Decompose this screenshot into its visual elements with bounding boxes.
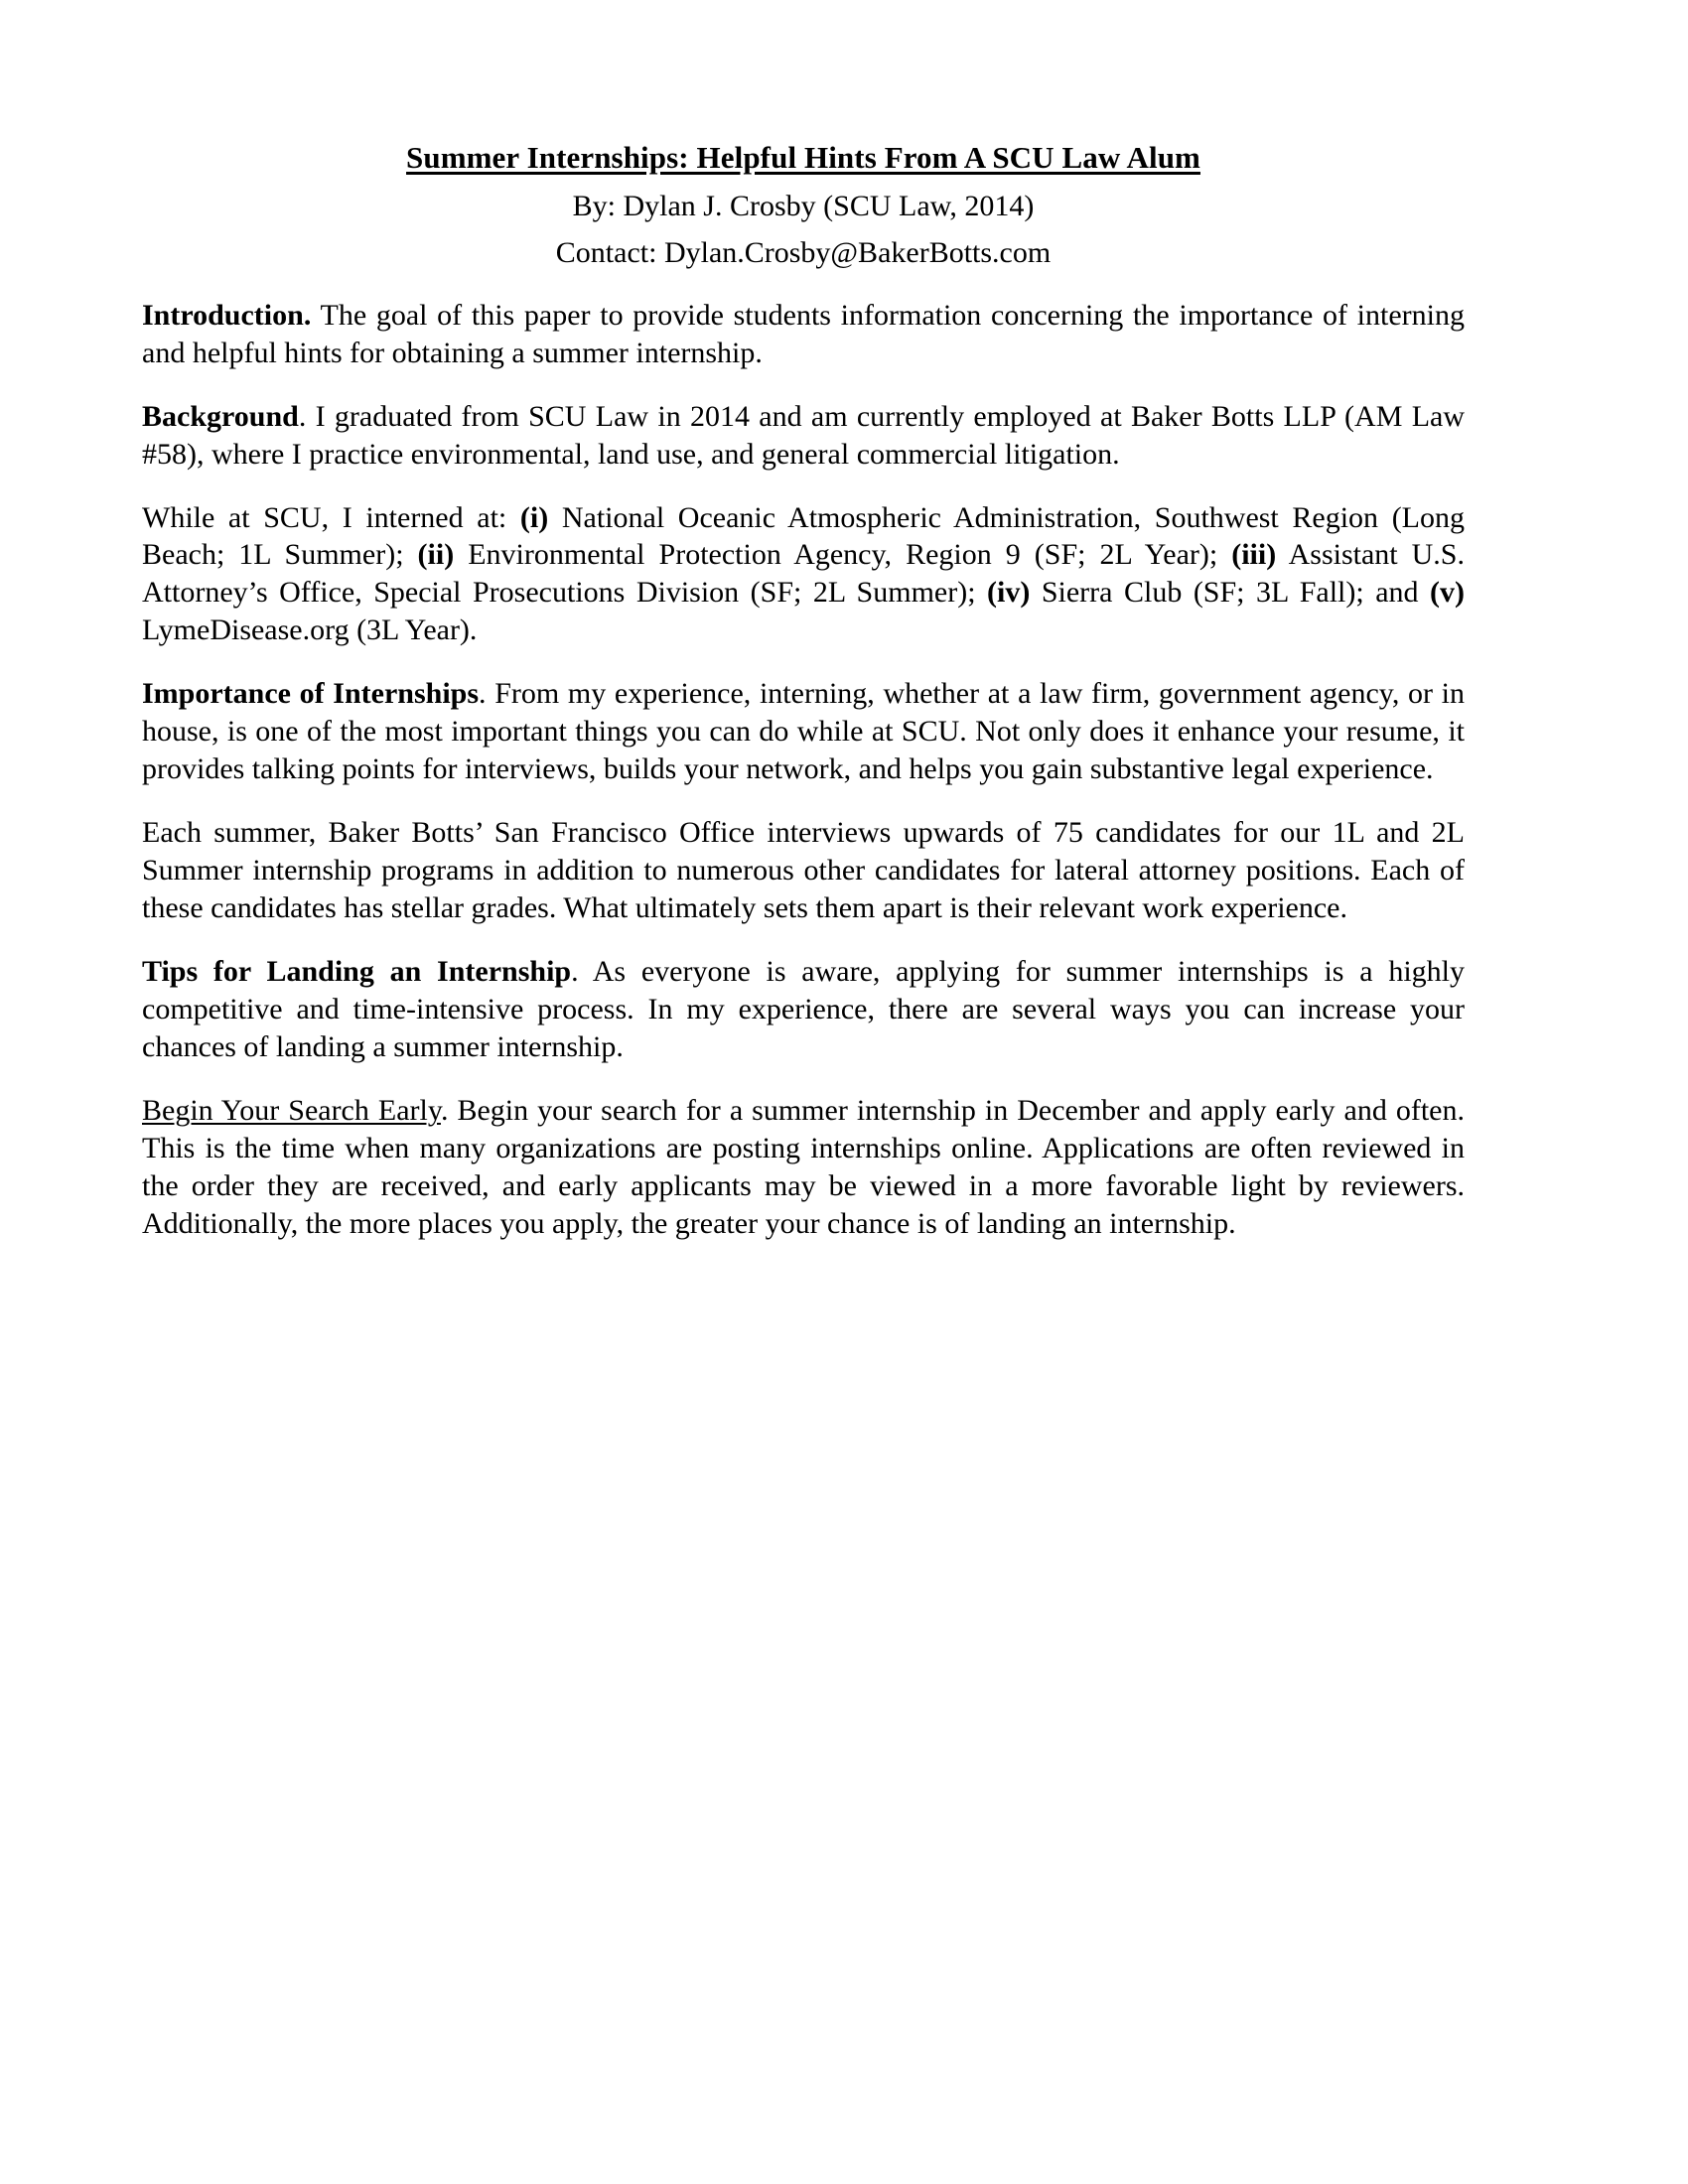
paragraph-begin-early-text: . Begin your search for a summer internship in December and apply early and often. This is the time when many organizations are posting internships online. Applications are often reviewed in the order they are received, and early applicants may be viewed in a more favorable light by reviewers. Additionally, the more places you apply, the greater your chance is of landing an internship. [142, 1093, 1465, 1240]
paragraph-background [142, 398, 1465, 474]
roman-marker-i: (i) [519, 500, 549, 534]
paragraph-begin-early [142, 1092, 1465, 1243]
page-title [142, 139, 1465, 178]
heading-tips-for-landing-an-internship: Tips for Landing an Internship [142, 954, 572, 988]
paragraph-internships-list [142, 499, 1465, 650]
paragraph-tips-text: . As everyone is aware, applying for summer internships is a highly competitive and time-intensive process. In my experience, there are several ways you can increase your chances of landing a summer internship. [142, 954, 1465, 1063]
heading-introduction: Introduction. [142, 298, 312, 332]
roman-marker-iv: (iv) [987, 576, 1031, 610]
internship-item-iii-text: Assistant U.S. Attorney’s Office, Special Prosecutions Division (SF; 2L Summer); [142, 538, 1465, 610]
paragraph-importance [142, 675, 1465, 788]
internship-item-iv-text: Sierra Club (SF; 3L Fall); and [1030, 576, 1431, 610]
internship-item-i-text: National Oceanic Atmospheric Administration, Southwest Region (Long Beach; 1L Summer); [142, 500, 1466, 572]
roman-marker-v: (v) [1430, 576, 1465, 610]
paragraph-each-summer [142, 814, 1465, 927]
page-title-text: Summer Internships: Helpful Hints From A SCU Law Alum [406, 140, 1200, 175]
roman-marker-ii: (ii) [417, 538, 455, 572]
contact-line: Contact: Dylan.Crosby@BakerBotts.com [555, 235, 1052, 269]
paragraph-background-text: . I graduated from SCU Law in 2014 and am currently employed at Baker Botts LLP (AM Law #58), where I practice environmental, land use, and general commercial litigation. [142, 399, 1465, 471]
author-byline: By: Dylan J. Crosby (SCU Law, 2014) [572, 189, 1035, 222]
internships-lead-text: While at SCU, I interned at: [142, 500, 520, 534]
paragraph-each-summer-text: Each summer, Baker Botts’ San Francisco Office interviews upwards of 75 candidates for our 1L and 2L Summer internship programs in addition to numerous other candidates for lateral attorney positions. Each of these candidates has stellar grades. What ultimately sets them apart is their relevant work experience. [142, 816, 1465, 924]
roman-marker-iii: (iii) [1231, 538, 1277, 572]
internship-item-v-text: LymeDisease.org (3L Year). [142, 614, 478, 647]
heading-begin-your-search-early: Begin Your Search Early [142, 1093, 441, 1127]
heading-importance-of-internships: Importance of Internships [142, 677, 480, 711]
paragraph-importance-text: . From my experience, interning, whether at a law firm, government agency, or in house, is one of the most important things you can do while at SCU. Not only does it enhance your resume, it provides talking points for interviews, builds your network, and helps you gain substantive legal experience. [142, 677, 1465, 786]
internship-item-ii-text: Environmental Protection Agency, Region 9 (SF; 2L Year); [454, 538, 1232, 572]
paragraph-tips [142, 953, 1465, 1066]
paragraph-introduction-text: The goal of this paper to provide students information concerning the importance of interning and helpful hints for obtaining a summer internship. [142, 298, 1465, 369]
paragraph-introduction [142, 297, 1465, 372]
heading-background: Background [142, 399, 299, 433]
